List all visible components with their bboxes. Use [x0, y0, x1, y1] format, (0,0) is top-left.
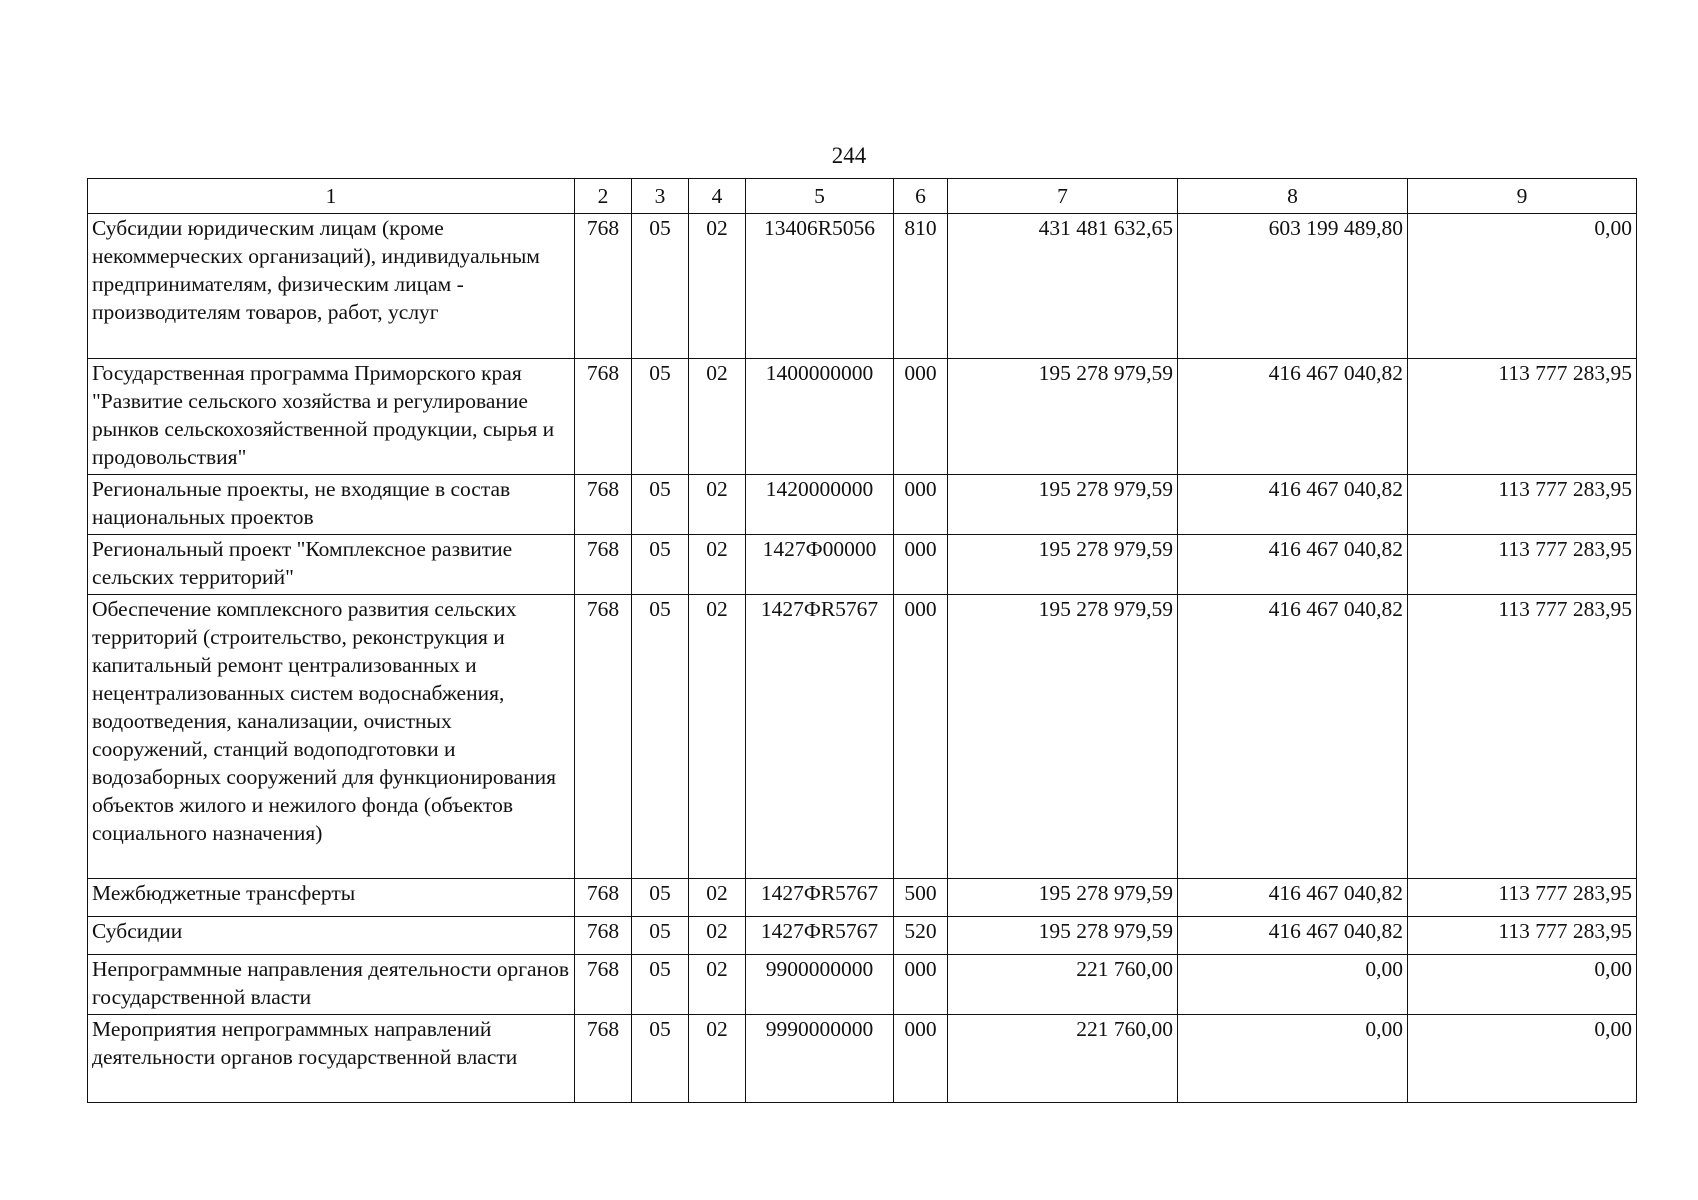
row-code-3: 05	[632, 879, 689, 917]
row-code-6: 520	[894, 917, 948, 955]
row-code-5: 1427ФR5767	[746, 917, 894, 955]
row-code-4: 02	[689, 595, 746, 879]
row-name: Обеспечение комплексного развития сельских территорий (строительство, реконструкция и капитальный ремонт централизованных и нецентрализованных систем водоснабжения, водоотведения, канализации, очистных сооружений, станций водоподготовки и водозаборных сооружений для функционирования объектов жилого и нежилого фонда (объектов социального назначения)	[88, 595, 575, 879]
row-code-3: 05	[632, 955, 689, 1015]
row-name: Непрограммные направления деятельности органов государственной власти	[88, 955, 575, 1015]
row-code-4: 02	[689, 1015, 746, 1103]
row-code-3: 05	[632, 475, 689, 535]
table-row	[88, 879, 1637, 917]
row-amount-7: 195 278 979,59	[948, 535, 1178, 595]
row-name: Региональные проекты, не входящие в состав национальных проектов	[88, 475, 575, 535]
row-code-3: 05	[632, 214, 689, 359]
row-amount-8: 416 467 040,82	[1178, 359, 1408, 475]
row-code-4: 02	[689, 917, 746, 955]
row-amount-9: 113 777 283,95	[1408, 879, 1637, 917]
row-code-4: 02	[689, 475, 746, 535]
row-amount-8: 416 467 040,82	[1178, 475, 1408, 535]
row-name: Государственная программа Приморского края "Развитие сельского хозяйства и регулирование рынков сельскохозяйственной продукции, сырья и продовольствия"	[88, 359, 575, 475]
row-code-5: 1427ФR5767	[746, 595, 894, 879]
row-amount-7: 195 278 979,59	[948, 917, 1178, 955]
row-code-6: 500	[894, 879, 948, 917]
row-amount-7: 195 278 979,59	[948, 359, 1178, 475]
row-code-3: 05	[632, 595, 689, 879]
table-row	[88, 535, 1637, 595]
row-code-6: 000	[894, 955, 948, 1015]
header-col-1: 1	[88, 179, 575, 214]
row-code-2: 768	[575, 1015, 632, 1103]
table-row	[88, 359, 1637, 475]
row-code-6: 000	[894, 595, 948, 879]
row-code-4: 02	[689, 359, 746, 475]
header-col-6: 6	[894, 179, 948, 214]
row-name: Межбюджетные трансферты	[88, 879, 575, 917]
row-amount-7: 195 278 979,59	[948, 475, 1178, 535]
row-name: Мероприятия непрограммных направлений деятельности органов государственной власти	[88, 1015, 575, 1103]
header-col-5: 5	[746, 179, 894, 214]
header-col-3: 3	[632, 179, 689, 214]
row-code-4: 02	[689, 955, 746, 1015]
row-code-2: 768	[575, 879, 632, 917]
row-code-4: 02	[689, 214, 746, 359]
row-amount-8: 416 467 040,82	[1178, 879, 1408, 917]
header-row	[88, 179, 1637, 214]
row-code-6: 000	[894, 359, 948, 475]
table-row	[88, 475, 1637, 535]
row-code-2: 768	[575, 955, 632, 1015]
row-amount-7: 195 278 979,59	[948, 879, 1178, 917]
row-code-5: 13406R5056	[746, 214, 894, 359]
header-col-4: 4	[689, 179, 746, 214]
row-code-6: 000	[894, 535, 948, 595]
budget-table	[87, 178, 1637, 1103]
row-amount-9: 0,00	[1408, 214, 1637, 359]
row-name: Региональный проект "Комплексное развитие сельских территорий"	[88, 535, 575, 595]
row-code-2: 768	[575, 359, 632, 475]
table-row	[88, 955, 1637, 1015]
row-code-6: 810	[894, 214, 948, 359]
row-amount-8: 416 467 040,82	[1178, 595, 1408, 879]
row-code-2: 768	[575, 535, 632, 595]
table-row	[88, 917, 1637, 955]
row-code-3: 05	[632, 1015, 689, 1103]
row-amount-7: 195 278 979,59	[948, 595, 1178, 879]
row-code-2: 768	[575, 595, 632, 879]
row-amount-9: 0,00	[1408, 955, 1637, 1015]
row-code-2: 768	[575, 917, 632, 955]
row-code-5: 1427ФR5767	[746, 879, 894, 917]
row-code-4: 02	[689, 535, 746, 595]
row-code-3: 05	[632, 535, 689, 595]
row-amount-9: 0,00	[1408, 1015, 1637, 1103]
row-amount-8: 0,00	[1178, 1015, 1408, 1103]
header-col-8: 8	[1178, 179, 1408, 214]
row-code-5: 1400000000	[746, 359, 894, 475]
header-col-9: 9	[1408, 179, 1637, 214]
row-amount-9: 113 777 283,95	[1408, 917, 1637, 955]
row-amount-8: 416 467 040,82	[1178, 917, 1408, 955]
header-col-7: 7	[948, 179, 1178, 214]
row-code-3: 05	[632, 359, 689, 475]
row-amount-7: 431 481 632,65	[948, 214, 1178, 359]
table-row	[88, 214, 1637, 359]
row-code-4: 02	[689, 879, 746, 917]
row-code-6: 000	[894, 475, 948, 535]
header-col-2: 2	[575, 179, 632, 214]
row-amount-9: 113 777 283,95	[1408, 595, 1637, 879]
row-amount-7: 221 760,00	[948, 955, 1178, 1015]
row-code-5: 9990000000	[746, 1015, 894, 1103]
table-row	[88, 1015, 1637, 1103]
row-amount-9: 113 777 283,95	[1408, 359, 1637, 475]
row-amount-9: 113 777 283,95	[1408, 475, 1637, 535]
row-amount-7: 221 760,00	[948, 1015, 1178, 1103]
row-code-5: 9900000000	[746, 955, 894, 1015]
row-code-6: 000	[894, 1015, 948, 1103]
row-code-3: 05	[632, 917, 689, 955]
row-name: Субсидии	[88, 917, 575, 955]
row-amount-9: 113 777 283,95	[1408, 535, 1637, 595]
row-code-5: 1427Ф00000	[746, 535, 894, 595]
row-amount-8: 416 467 040,82	[1178, 535, 1408, 595]
row-amount-8: 0,00	[1178, 955, 1408, 1015]
row-amount-8: 603 199 489,80	[1178, 214, 1408, 359]
row-name: Субсидии юридическим лицам (кроме некоммерческих организаций), индивидуальным предпринимателям, физическим лицам - производителям товаров, работ, услуг	[88, 214, 575, 359]
row-code-5: 1420000000	[746, 475, 894, 535]
table-row	[88, 595, 1637, 879]
page-number: 244	[831, 143, 867, 168]
row-code-2: 768	[575, 475, 632, 535]
row-code-2: 768	[575, 214, 632, 359]
